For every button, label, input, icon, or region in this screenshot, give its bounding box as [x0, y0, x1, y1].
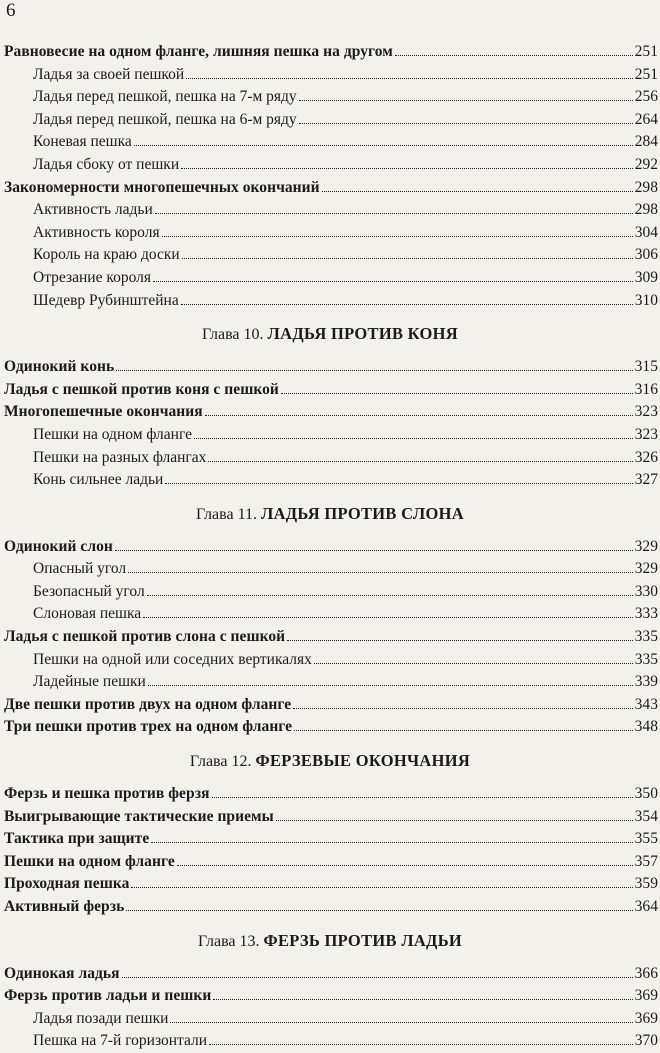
toc-subsection-entry[interactable]	[0, 290, 660, 313]
toc-section-entry[interactable]	[0, 896, 660, 919]
entry-page-number: 298	[634, 201, 658, 219]
dot-leader	[194, 424, 633, 439]
toc-subsection-entry[interactable]	[0, 64, 660, 87]
entry-page-number: 284	[634, 133, 658, 151]
chapter-title: ЛАДЬЯ ПРОТИВ СЛОНА	[260, 503, 465, 523]
entry-title: Пешка на 7-й горизонтали	[33, 1032, 208, 1050]
dot-leader	[134, 131, 633, 146]
entry-title: Ладейные пешки	[33, 673, 146, 691]
toc-subsection-entry[interactable]	[0, 244, 660, 267]
chapter-number: Глава 10.	[201, 326, 268, 344]
chapter-title: ЛАДЬЯ ПРОТИВ КОНЯ	[267, 324, 459, 344]
entry-page-number: 350	[634, 785, 658, 803]
entry-title: Король на краю доски	[33, 246, 180, 264]
entry-title: Закономерности многопешечных окончаний	[4, 178, 320, 196]
toc-subsection-entry[interactable]	[0, 131, 660, 154]
entry-title: Активность короля	[33, 223, 160, 241]
dot-leader	[143, 603, 633, 618]
entry-page-number: 251	[634, 65, 658, 83]
entry-title: Ладья с пешкой против слона с пешкой	[4, 628, 286, 646]
entry-page-number: 326	[634, 448, 658, 466]
dot-leader	[287, 626, 632, 641]
entry-title: Активный ферзь	[4, 898, 125, 915]
dot-leader	[116, 356, 632, 371]
entry-page-number: 369	[634, 1009, 658, 1027]
entry-title: Пешки на одной или соседних вертикалях	[33, 650, 312, 668]
toc-subsection-entry[interactable]	[0, 447, 660, 470]
entry-page-number: 310	[634, 291, 658, 309]
dot-leader	[395, 41, 633, 56]
entry-title: Отрезание короля	[33, 268, 151, 286]
toc-subsection-entry[interactable]	[0, 649, 660, 672]
entry-page-number: 348	[634, 718, 658, 736]
entry-page-number: 333	[634, 605, 658, 623]
entry-title: Многопешечные окончания	[4, 403, 203, 421]
dot-leader	[322, 177, 633, 192]
entry-page-number: 298	[634, 178, 658, 196]
entry-title: Коневая пешка	[33, 133, 132, 151]
toc-section-entry[interactable]	[0, 379, 660, 402]
entry-page-number: 330	[634, 582, 658, 600]
entry-page-number: 292	[634, 155, 658, 173]
toc-subsection-entry[interactable]	[0, 199, 660, 222]
dot-leader	[186, 64, 633, 79]
dot-leader	[181, 290, 633, 305]
toc-section-entry[interactable]	[0, 356, 660, 379]
entry-title: Пешки на разных флангах	[33, 448, 207, 466]
entry-page-number: 366	[634, 964, 658, 982]
entry-page-number: 304	[634, 223, 658, 241]
dot-leader	[155, 199, 633, 214]
entry-page-number: 355	[634, 830, 658, 848]
dot-leader	[165, 469, 632, 484]
dot-leader	[126, 896, 632, 911]
toc-subsection-entry[interactable]	[0, 222, 660, 245]
entry-title: Две пешки против двух на одном фланге	[4, 695, 292, 713]
toc-section-entry[interactable]	[0, 806, 660, 829]
dot-leader	[276, 806, 633, 821]
toc-section-entry[interactable]	[0, 963, 660, 986]
dot-leader	[213, 985, 632, 1000]
entry-title: Выигрывающие тактические приемы	[4, 807, 274, 825]
toc-section-entry[interactable]	[0, 536, 660, 559]
entry-title: Ладья перед пешкой, пешка на 7-м ряду	[33, 88, 297, 106]
entry-title: Три пешки против трех на одном фланге	[4, 718, 293, 736]
chapter-number: Глава 12.	[189, 753, 256, 771]
dot-leader	[115, 536, 633, 551]
chapter-title: ФЕРЗЕВЫЕ ОКОНЧАНИЯ	[255, 751, 471, 771]
toc-section-entry[interactable]	[0, 177, 660, 200]
entry-page-number: 256	[634, 88, 658, 106]
entry-title: Пешки на одном фланге	[33, 425, 192, 443]
toc-subsection-entry[interactable]	[0, 581, 660, 604]
toc-subsection-entry[interactable]	[0, 469, 660, 492]
entry-page-number: 364	[634, 898, 658, 915]
entry-page-number: 306	[634, 246, 658, 264]
entry-page-number: 251	[634, 43, 658, 60]
entry-title: Ферзь против ладьи и пешки	[4, 987, 212, 1005]
dot-leader	[153, 267, 633, 282]
chapter-heading	[0, 312, 660, 356]
dot-leader	[162, 222, 633, 237]
dot-leader	[281, 379, 633, 394]
entry-page-number: 335	[634, 628, 658, 646]
toc-subsection-entry[interactable]	[0, 1008, 660, 1031]
entry-title: Одинокий конь	[4, 358, 115, 376]
entry-title: Слоновая пешка	[33, 605, 142, 623]
dot-leader	[182, 244, 633, 259]
entry-page-number: 335	[634, 650, 658, 668]
entry-title: Тактика при защите	[4, 830, 150, 848]
dot-leader	[209, 1030, 633, 1045]
page-number: 6	[6, 0, 16, 21]
dot-leader	[122, 963, 633, 978]
toc-section-entry[interactable]	[0, 873, 660, 896]
toc-subsection-entry[interactable]	[0, 267, 660, 290]
entry-page-number: 264	[634, 110, 658, 128]
entry-page-number: 329	[634, 560, 658, 578]
toc-section-entry[interactable]	[0, 716, 660, 739]
entry-title: Конь сильнее ладьи	[33, 471, 164, 489]
dot-leader	[294, 716, 632, 731]
chapter-number: Глава 13.	[197, 932, 264, 950]
entry-page-number: 339	[634, 673, 658, 691]
entry-title: Безопасный угол	[33, 582, 145, 600]
entry-page-number: 370	[634, 1032, 658, 1050]
entry-page-number: 357	[634, 852, 658, 870]
entry-title: Одинокая ладья	[4, 964, 120, 982]
dot-leader	[147, 581, 633, 596]
dot-leader	[148, 671, 633, 686]
chapter-heading	[0, 492, 660, 536]
chapter-heading	[0, 919, 660, 963]
toc-subsection-entry[interactable]	[0, 86, 660, 109]
dot-leader	[181, 154, 633, 169]
dot-leader	[170, 1008, 632, 1023]
toc-section-entry[interactable]	[0, 851, 660, 874]
entry-title: Ферзь и пешка против ферзя	[4, 785, 210, 803]
entry-title: Опасный угол	[33, 560, 127, 578]
toc-section-entry[interactable]	[0, 828, 660, 851]
toc-subsection-entry[interactable]	[0, 424, 660, 447]
entry-title: Ладья позади пешки	[33, 1009, 169, 1027]
toc-section-entry[interactable]	[0, 985, 660, 1008]
dot-leader	[151, 828, 632, 843]
toc-subsection-entry[interactable]	[0, 1030, 660, 1053]
toc-section-entry[interactable]	[0, 401, 660, 424]
entry-title: Равновесие на одном фланге, лишняя пешка на другом	[4, 43, 393, 60]
toc-section-entry[interactable]	[0, 41, 660, 64]
chapter-number: Глава 11.	[195, 505, 261, 523]
dot-leader	[299, 109, 633, 124]
dot-leader	[131, 873, 632, 888]
entry-page-number: 359	[634, 875, 658, 893]
entry-title: Пешки на одном фланге	[4, 852, 175, 870]
entry-page-number: 343	[634, 695, 658, 713]
dot-leader	[205, 401, 633, 416]
entry-title: Ладья перед пешкой, пешка на 6-м ряду	[33, 110, 297, 128]
chapter-heading	[0, 739, 660, 783]
toc-subsection-entry[interactable]	[0, 109, 660, 132]
entry-title: Проходная пешка	[4, 875, 130, 893]
entry-page-number: 323	[634, 403, 658, 421]
toc-section-entry[interactable]	[0, 626, 660, 649]
toc-subsection-entry[interactable]	[0, 154, 660, 177]
entry-title: Активность ладьи	[33, 201, 153, 219]
table-of-contents	[0, 41, 660, 1053]
toc-section-entry[interactable]	[0, 783, 660, 806]
dot-leader	[208, 447, 632, 462]
entry-title: Шедевр Рубинштейна	[33, 291, 179, 309]
toc-subsection-entry[interactable]	[0, 671, 660, 694]
dot-leader	[177, 851, 633, 866]
entry-page-number: 329	[634, 537, 658, 555]
entry-page-number: 369	[634, 987, 658, 1005]
entry-title: Одинокий слон	[4, 537, 113, 555]
toc-subsection-entry[interactable]	[0, 558, 660, 581]
dot-leader	[212, 783, 633, 798]
entry-title: Ладья с пешкой против коня с пешкой	[4, 380, 279, 398]
dot-leader	[314, 649, 633, 664]
chapter-title: ФЕРЗЬ ПРОТИВ ЛАДЬИ	[263, 930, 463, 950]
entry-title: Ладья сбоку от пешки	[33, 155, 180, 173]
entry-page-number: 316	[634, 380, 658, 398]
entry-page-number: 323	[634, 425, 658, 443]
dot-leader	[128, 558, 633, 573]
toc-section-entry[interactable]	[0, 694, 660, 717]
entry-page-number: 327	[634, 471, 658, 489]
entry-page-number: 354	[634, 807, 658, 825]
toc-subsection-entry[interactable]	[0, 603, 660, 626]
entry-page-number: 309	[634, 268, 658, 286]
dot-leader	[293, 694, 632, 709]
entry-title: Ладья за своей пешкой	[33, 65, 185, 83]
entry-page-number: 315	[634, 358, 658, 376]
dot-leader	[299, 86, 633, 101]
